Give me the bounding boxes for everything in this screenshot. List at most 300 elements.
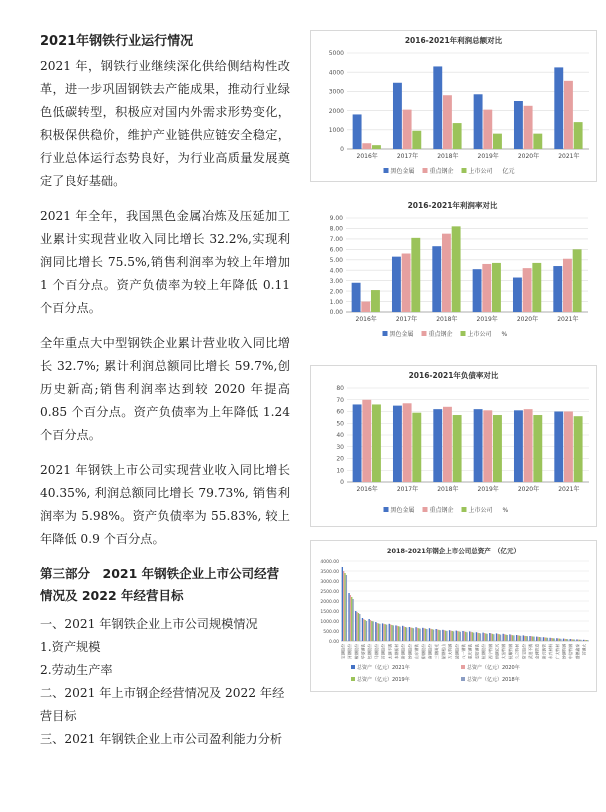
asset-bar-3	[458, 631, 459, 641]
x-tick-label: 2019年	[477, 153, 499, 160]
asset-bar-4	[520, 636, 521, 641]
bar-3	[574, 122, 583, 149]
bar-3	[533, 134, 542, 149]
outline-item-4: 二、2021 年上市钢企经营情况及 2022 年经营目标	[40, 686, 285, 723]
asset-bar-4	[580, 640, 581, 641]
asset-bar-3	[586, 640, 587, 641]
asset-bar-2	[390, 624, 391, 641]
asset-bar-3	[472, 632, 473, 641]
bar-2	[403, 403, 412, 482]
x-tick-label: 2016年	[356, 153, 378, 160]
asset-bar-3	[478, 633, 479, 641]
asset-bar-3	[499, 634, 500, 641]
asset-bar-1	[516, 635, 517, 641]
company-label: 安阳钢铁	[474, 644, 480, 660]
bar-2	[564, 412, 573, 483]
asset-bar-4	[574, 640, 575, 642]
legend-label: 重点钢企	[428, 331, 453, 338]
asset-bar-4	[406, 627, 407, 641]
company-label: 山东钢铁	[414, 644, 420, 660]
bar-2	[362, 400, 371, 482]
asset-bar-1	[429, 628, 430, 641]
y-tick-label: 4000	[328, 69, 344, 77]
company-label: 太钢不锈	[387, 644, 393, 660]
asset-bar-2	[343, 571, 344, 641]
y-tick-label: 3000.00	[320, 579, 339, 585]
asset-bar-3	[492, 634, 493, 641]
asset-bar-2	[504, 634, 505, 641]
legend-swatch	[423, 168, 428, 173]
bar-1	[553, 266, 562, 312]
bar-1	[474, 409, 483, 482]
debt-ratio-chart-svg	[311, 366, 596, 526]
asset-bar-4	[359, 614, 360, 641]
asset-bar-4	[533, 637, 534, 641]
asset-bar-1	[509, 634, 510, 641]
bar-3	[492, 263, 501, 312]
x-tick-label: 2016年	[355, 316, 377, 323]
y-tick-label: 3.00	[329, 277, 343, 285]
asset-bar-1	[456, 631, 457, 641]
asset-bar-2	[497, 634, 498, 641]
y-tick-label: 3000	[328, 88, 344, 96]
y-tick-label: 7.00	[329, 236, 343, 244]
asset-bar-1	[362, 618, 363, 641]
y-tick-label: 500.00	[323, 629, 339, 635]
asset-bar-1	[348, 593, 349, 641]
company-label: 八一钢铁	[461, 644, 466, 660]
asset-bar-4	[507, 635, 508, 641]
y-tick-label: 60	[336, 408, 344, 416]
bar-2	[524, 106, 533, 149]
asset-bar-1	[395, 625, 396, 641]
y-tick-label: 5.00	[329, 256, 343, 264]
legend-swatch	[351, 665, 355, 669]
bar-2	[402, 254, 411, 312]
section-title: 第三部分 2021 年钢铁企业上市公司经营情况及 2022 年经营目标	[40, 566, 280, 603]
asset-bar-3	[505, 635, 506, 641]
asset-bar-4	[540, 637, 541, 641]
legend-label: 上市公司	[468, 168, 493, 175]
asset-bar-1	[576, 639, 577, 641]
asset-bar-2	[511, 635, 512, 641]
legend-label: 重点钢企	[429, 168, 454, 175]
bar-1	[554, 412, 563, 483]
asset-bar-4	[486, 634, 487, 641]
legend-label: 黑色金属	[390, 168, 415, 175]
x-tick-label: 2017年	[395, 316, 418, 323]
company-label: 盛德鑫泰	[574, 644, 580, 660]
legend-swatch	[461, 665, 465, 669]
asset-bar-3	[385, 624, 386, 641]
y-tick-label: 70	[336, 396, 344, 404]
y-tick-label: 2.00	[329, 288, 343, 296]
asset-bar-3	[572, 639, 573, 641]
bar-3	[371, 290, 380, 312]
bar-2	[483, 410, 492, 482]
y-tick-label: 4000.00	[320, 559, 339, 565]
x-tick-label: 2018年	[436, 316, 458, 323]
asset-bar-4	[527, 636, 528, 641]
profit-margin-chart	[310, 196, 595, 356]
legend-label: 上市公司	[468, 507, 493, 514]
asset-bar-4	[500, 635, 501, 641]
asset-bar-1	[342, 567, 343, 641]
asset-bar-4	[426, 629, 427, 641]
asset-bar-1	[583, 640, 584, 641]
asset-bar-4	[466, 632, 467, 641]
outline-item-3: 2.劳动生产率	[40, 663, 113, 677]
bar-3	[412, 131, 421, 149]
x-tick-label: 2017年	[396, 486, 419, 493]
legend-unit: 亿元	[502, 168, 515, 175]
legend-label: 总资产（亿元）2019年	[357, 677, 410, 683]
company-label: 华菱钢铁	[360, 644, 366, 660]
asset-bar-4	[393, 625, 394, 641]
x-tick-label: 2020年	[517, 153, 540, 160]
asset-bar-2	[571, 639, 572, 641]
bar-3	[453, 415, 462, 482]
asset-bar-2	[430, 629, 431, 641]
asset-bar-2	[437, 629, 438, 641]
asset-bar-3	[566, 639, 567, 641]
asset-bar-3	[552, 638, 553, 641]
chart-title: 2018-2021年钢企上市公司总资产 （亿元）	[386, 547, 521, 555]
asset-bar-3	[411, 628, 412, 641]
bar-1	[432, 246, 441, 312]
y-tick-label: 2500.00	[320, 589, 339, 595]
y-tick-label: 10	[336, 467, 344, 475]
company-label: 新钢股份	[400, 644, 406, 660]
y-tick-label: 8.00	[329, 225, 343, 233]
bar-2	[442, 234, 451, 312]
total-assets-chart	[310, 540, 597, 692]
asset-bar-1	[570, 639, 571, 641]
company-label: 河钢股份	[347, 644, 353, 660]
y-tick-label: 0	[340, 479, 344, 487]
bar-2	[443, 95, 452, 149]
bar-1	[514, 101, 523, 149]
asset-bar-2	[457, 631, 458, 641]
asset-bar-1	[422, 628, 423, 641]
asset-bar-3	[391, 625, 392, 641]
bar-1	[514, 410, 523, 482]
y-tick-label: 1000	[328, 127, 344, 134]
asset-bar-4	[433, 630, 434, 641]
bar-1	[433, 66, 442, 149]
company-label: 凌钢股份	[454, 644, 460, 660]
paragraph-3: 全年重点大中型钢铁企业累计营业收入同比增长 32.7%; 累计利润总额同比增长 59.7%,创历史新高;销售利润率达到较 2020 年提高 0.85 个百分点。资产负债率为上年降低 1.24 个百分点。	[40, 336, 290, 442]
asset-bar-4	[553, 638, 554, 641]
bar-2	[362, 143, 371, 149]
outline-item-5: 三、2021 年钢铁企业上市公司盈利能力分析	[40, 732, 283, 746]
company-label: 本钢板材	[393, 644, 399, 660]
company-label: 沙钢特钢	[561, 644, 567, 660]
company-label: 杭钢股份	[481, 644, 487, 660]
paragraph-4: 2021 年钢铁上市公司实现营业收入同比增长 40.35%, 利润总额同比增长 79.73%, 销售利润率为 5.98%。资产负债率为 55.83%, 较上年降低 0.9 个百分点。	[40, 463, 290, 546]
asset-bar-2	[464, 631, 465, 641]
asset-bar-2	[350, 595, 351, 641]
asset-bar-2	[450, 631, 451, 641]
x-tick-label: 2020年	[517, 486, 540, 493]
asset-bar-3	[545, 638, 546, 641]
asset-bar-4	[386, 625, 387, 641]
bar-1	[513, 278, 522, 312]
asset-bar-4	[373, 621, 374, 641]
asset-bar-1	[382, 623, 383, 641]
asset-bar-1	[529, 636, 530, 641]
asset-bar-3	[579, 640, 580, 641]
legend-label: 上市公司	[467, 331, 492, 338]
company-label: 首钢大	[581, 644, 587, 656]
bar-2	[403, 110, 412, 149]
bar-2	[523, 268, 532, 312]
asset-bar-1	[389, 624, 390, 641]
asset-bar-1	[442, 630, 443, 641]
bar-3	[532, 263, 541, 312]
y-tick-label: 2000.00	[320, 599, 339, 605]
asset-bar-1	[489, 633, 490, 641]
asset-bar-1	[549, 638, 550, 641]
bar-1	[353, 404, 362, 482]
x-tick-label: 2017年	[396, 153, 419, 160]
chart-title: 2016-2021年利润总额对比	[404, 36, 503, 45]
bar-1	[393, 406, 402, 482]
asset-bar-2	[444, 630, 445, 641]
y-tick-label: 0.00	[329, 309, 343, 317]
y-tick-label: 50	[336, 420, 344, 428]
bar-3	[493, 415, 502, 482]
legend-swatch	[384, 507, 389, 512]
company-label: 三钢闽光	[434, 644, 440, 660]
y-tick-label: 40	[336, 432, 344, 440]
bar-1	[433, 409, 442, 482]
asset-bar-1	[415, 627, 416, 641]
bar-1	[474, 94, 483, 149]
asset-bar-4	[419, 629, 420, 641]
bar-3	[411, 238, 420, 312]
company-label: 鞍钢股份	[353, 644, 359, 660]
company-label: 常宝股份	[521, 644, 527, 660]
bar-3	[533, 415, 542, 482]
x-tick-label: 2018年	[437, 486, 459, 493]
paragraph-1: 2021 年，钢铁行业继续深化供给侧结构性改革，进一步巩固钢铁去产能成果，推动行业绿色低碳转型，积极应对国内外需求形势变化，积极保供稳价，维护产业链供应链安全稳定，行业总体运行态势良好，为行业高质量发展奠定了良好基础。	[40, 59, 290, 188]
company-label: 首钢股份	[380, 644, 386, 660]
company-label: 沙钢股份	[407, 644, 413, 660]
profit-total-chart	[310, 30, 597, 182]
profit-margin-chart-svg	[310, 196, 595, 356]
asset-bar-1	[556, 638, 557, 641]
bar-2	[524, 409, 533, 482]
asset-bar-2	[544, 637, 545, 641]
asset-bar-3	[445, 631, 446, 641]
asset-bar-2	[477, 633, 478, 641]
bar-1	[353, 114, 362, 149]
asset-bar-1	[476, 632, 477, 641]
x-tick-label: 2019年	[477, 486, 499, 493]
bar-2	[361, 302, 370, 312]
asset-bar-3	[371, 621, 372, 641]
company-label: 南钢股份	[427, 644, 433, 660]
paragraph-2: 2021 年全年，我国黑色金属冶炼及压延加工业累计实现营业收入同比增长 32.2%,实现利润同比增长 75.5%,销售利润率为较上年增加 1 个百分点。资产负债率为较上年降低 0.11 个百分点。	[40, 209, 290, 315]
y-tick-label: 0.00	[328, 639, 339, 645]
x-tick-label: 2021年	[558, 486, 580, 493]
article-title: 2021年钢铁行业运行情况	[40, 34, 194, 49]
asset-bar-1	[536, 637, 537, 641]
asset-bar-1	[355, 611, 356, 641]
bar-1	[473, 269, 482, 312]
asset-bar-2	[537, 637, 538, 641]
profit-total-chart-svg	[311, 31, 596, 181]
y-tick-label: 1500.00	[320, 609, 339, 615]
legend-label: 黑色金属	[389, 331, 414, 338]
y-tick-label: 0	[340, 146, 344, 154]
asset-bar-2	[490, 633, 491, 641]
asset-bar-3	[398, 626, 399, 641]
legend-label: 重点钢企	[429, 507, 454, 514]
asset-bar-2	[417, 628, 418, 641]
asset-bar-1	[563, 639, 564, 641]
asset-bar-3	[364, 620, 365, 641]
asset-bar-1	[409, 627, 410, 641]
x-tick-label: 2021年	[558, 153, 580, 160]
legend-swatch	[422, 331, 427, 336]
article-column	[40, 30, 290, 751]
company-label: 重庆钢铁	[467, 644, 473, 660]
bar-3	[493, 134, 502, 149]
bar-1	[392, 257, 401, 312]
legend-swatch	[423, 507, 428, 512]
legend-swatch	[461, 331, 466, 336]
bar-3	[453, 123, 462, 149]
legend-label: 总资产（亿元）2020年	[467, 665, 520, 671]
company-label: 酒钢宏兴	[494, 644, 500, 660]
asset-bar-1	[375, 622, 376, 641]
asset-bar-1	[402, 626, 403, 641]
asset-bar-4	[547, 638, 548, 641]
y-tick-label: 4.00	[329, 267, 343, 275]
x-tick-label: 2018年	[437, 153, 459, 160]
legend-label: 黑色金属	[390, 507, 415, 514]
company-label: 韶钢松山	[440, 644, 446, 660]
bar-2	[482, 264, 491, 312]
legend-swatch	[462, 168, 467, 173]
y-tick-label: 6.00	[329, 246, 343, 254]
asset-bar-3	[358, 613, 359, 641]
asset-bar-1	[449, 630, 450, 641]
asset-bar-3	[519, 636, 520, 641]
asset-bar-2	[403, 626, 404, 641]
y-tick-label: 30	[336, 443, 344, 451]
company-label: 西宁特钢	[487, 644, 493, 660]
asset-bar-4	[399, 627, 400, 641]
legend-swatch	[384, 168, 389, 173]
asset-bar-4	[513, 635, 514, 641]
asset-bar-2	[578, 640, 579, 641]
bar-2	[564, 81, 573, 149]
asset-bar-4	[352, 599, 353, 641]
asset-bar-4	[379, 624, 380, 641]
y-tick-label: 5000	[328, 50, 344, 58]
asset-bar-2	[531, 636, 532, 641]
asset-bar-3	[465, 632, 466, 641]
asset-bar-2	[397, 626, 398, 641]
y-tick-label: 80	[336, 385, 344, 393]
company-label: 马钢股份	[373, 644, 379, 660]
asset-bar-3	[425, 629, 426, 641]
asset-bar-2	[370, 620, 371, 641]
asset-bar-3	[351, 597, 352, 641]
asset-bar-3	[431, 629, 432, 641]
asset-bar-4	[446, 631, 447, 641]
asset-bar-1	[543, 637, 544, 641]
bar-3	[412, 413, 421, 482]
asset-bar-4	[473, 633, 474, 641]
outline-item-1: 一、2021 年钢铁企业上市公司规模情况	[40, 617, 258, 631]
asset-bar-3	[418, 628, 419, 641]
company-label: 柳钢股份	[420, 644, 426, 660]
asset-bar-1	[436, 629, 437, 641]
bar-1	[352, 283, 361, 312]
asset-bar-2	[363, 619, 364, 641]
bar-1	[554, 67, 563, 149]
asset-bar-2	[356, 612, 357, 641]
x-tick-label: 2019年	[476, 316, 498, 323]
legend-label: 总资产（亿元）2021年	[357, 665, 410, 671]
bar-2	[443, 407, 452, 482]
asset-bar-1	[469, 631, 470, 641]
asset-bar-3	[452, 631, 453, 641]
company-label: 久立特材	[514, 644, 520, 660]
total-assets-chart-svg	[311, 541, 596, 691]
asset-bar-3	[512, 635, 513, 641]
bar-3	[573, 249, 582, 312]
company-label: 武进不锈	[528, 644, 534, 660]
legend-label: 总资产（亿元）2018年	[467, 677, 520, 683]
asset-bar-4	[366, 621, 367, 641]
asset-bar-1	[503, 634, 504, 641]
legend-unit: %	[501, 331, 508, 338]
bar-2	[483, 110, 492, 149]
asset-bar-1	[523, 635, 524, 641]
asset-bar-4	[587, 640, 588, 641]
bar-3	[574, 416, 583, 482]
asset-bar-1	[368, 619, 369, 641]
asset-bar-3	[525, 636, 526, 641]
y-tick-label: 1000.00	[320, 619, 339, 625]
asset-bar-3	[344, 573, 345, 641]
legend-swatch	[462, 507, 467, 512]
legend-swatch	[383, 331, 388, 336]
asset-bar-2	[423, 628, 424, 641]
asset-bar-3	[378, 623, 379, 641]
asset-bar-3	[539, 637, 540, 641]
company-label: 宝钢股份	[340, 644, 346, 660]
asset-bar-2	[484, 633, 485, 641]
asset-bar-3	[485, 633, 486, 641]
asset-bar-2	[383, 624, 384, 641]
company-label: 广大特材	[554, 644, 560, 660]
asset-bar-1	[462, 631, 463, 641]
asset-bar-2	[524, 636, 525, 641]
asset-bar-4	[440, 630, 441, 641]
company-label: 新兴铸管	[541, 644, 547, 660]
asset-bar-4	[567, 639, 568, 641]
x-tick-label: 2020年	[516, 316, 539, 323]
x-tick-label: 2021年	[557, 316, 579, 323]
company-label: 中信特钢	[568, 644, 574, 660]
company-label: 永兴材料	[548, 644, 554, 660]
